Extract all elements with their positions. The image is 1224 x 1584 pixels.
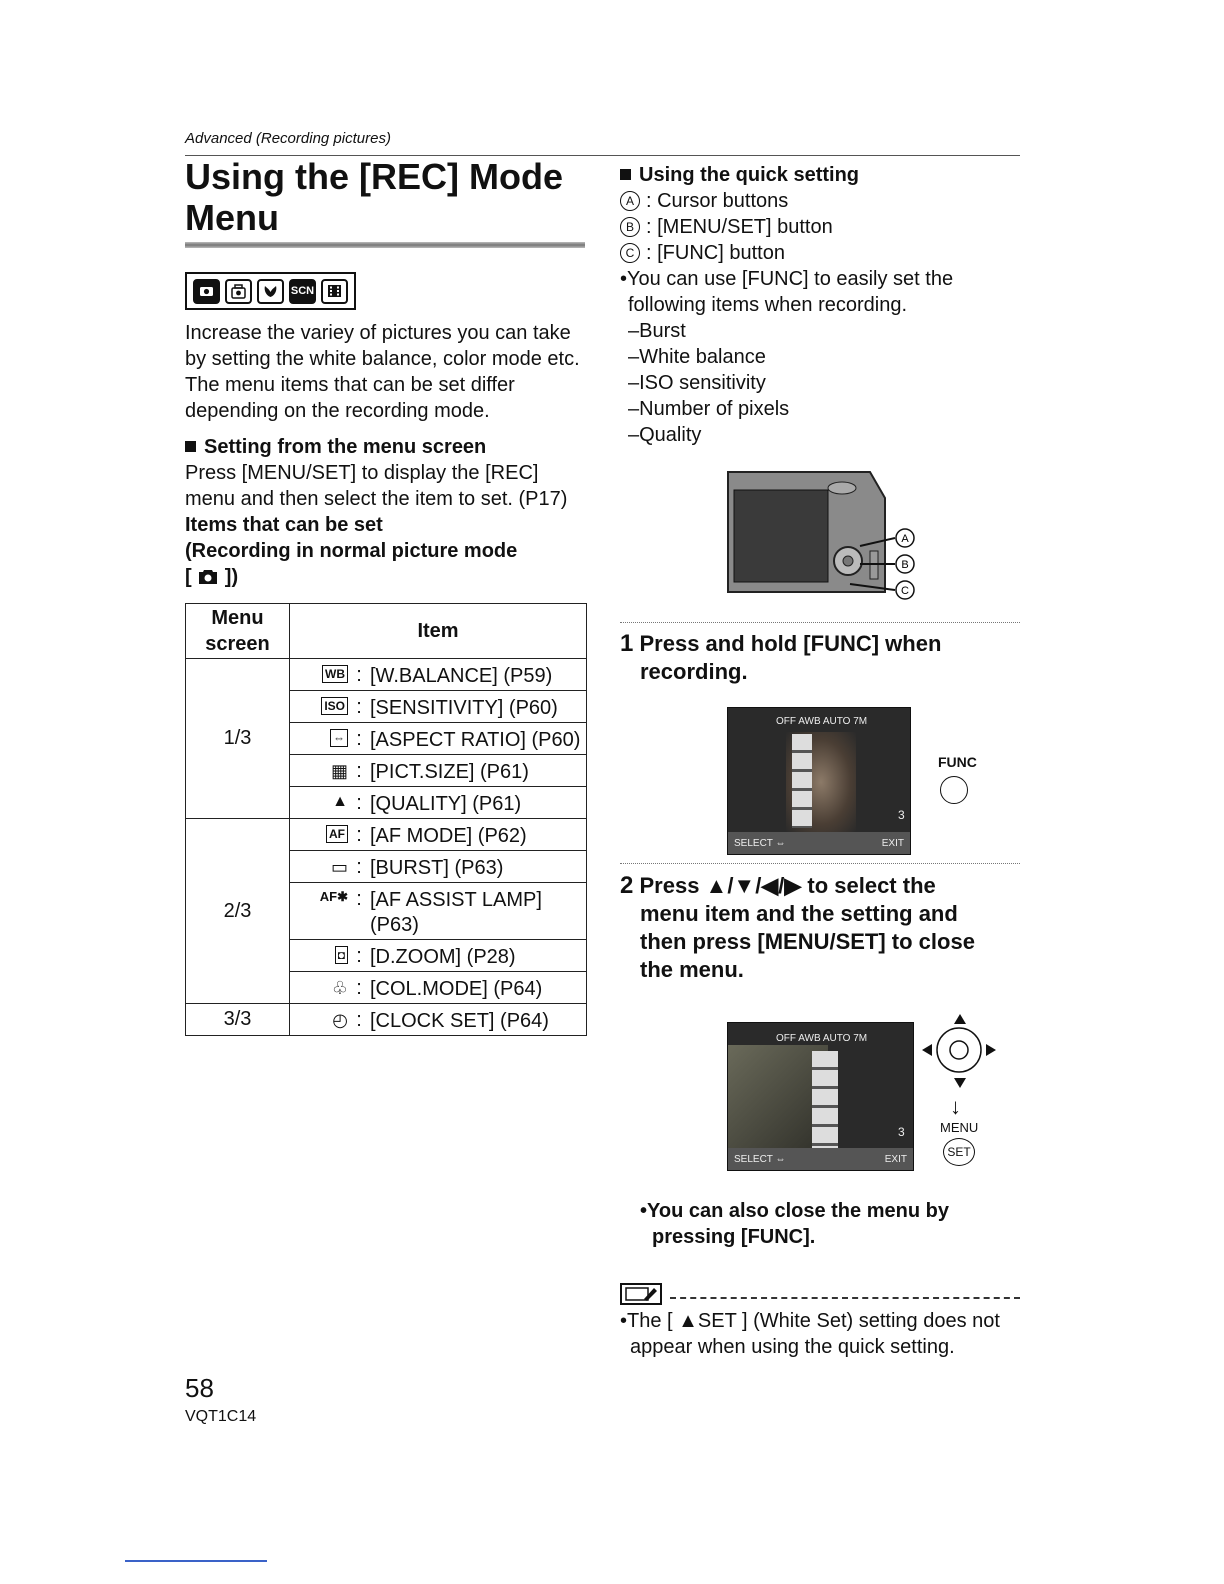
label-c-text: C [901, 585, 909, 597]
table-row: ▦ : [PICT.SIZE] (P61) [290, 755, 587, 787]
square-bullet-icon [185, 441, 196, 452]
label-c-icon: C [620, 243, 640, 263]
macro-mode-icon [257, 279, 284, 304]
af-assist-lamp-icon: AF✱ [319, 888, 348, 904]
page-title [185, 156, 585, 238]
white-balance-icon: WB [322, 665, 348, 683]
intro-paragraph: Increase the variey of pictures you can take by setting the white balance, color mode etc. The menu items that can be set differ depending on the recording mode. [185, 322, 580, 422]
square-bullet-icon [620, 169, 631, 180]
note-divider [670, 1297, 1020, 1299]
screen-3-3: 3/3 [186, 1004, 290, 1036]
lcd-top-bar: OFF AWB AUTO 7M [776, 1032, 868, 1044]
quick-setting-heading: Using the quick setting [620, 162, 859, 188]
step-1: 1 Press and hold [FUNC] when recording. [620, 630, 942, 684]
table-row: ◴ : [CLOCK SET] (P64) [290, 1004, 587, 1036]
divider [620, 863, 1020, 864]
footer-rule [125, 1560, 267, 1562]
title-underline [185, 242, 585, 248]
iso-icon: ISO [321, 697, 348, 715]
title-line-1: Using the [REC] Mode [185, 156, 563, 197]
lcd-count: 3 [898, 1125, 905, 1139]
step-2: 2 Press ▲/▼/◀/▶ to select the menu item and the setting and then press [MENU/SET] to close the menu. [620, 872, 975, 982]
picture-size-icon: ▦ [330, 760, 348, 781]
motion-picture-mode-icon [321, 279, 348, 304]
label-a-icon: A [620, 191, 640, 211]
lcd-top-bar: OFF AWB AUTO 7M [776, 715, 868, 727]
set-button-icon: SET [943, 1138, 975, 1166]
lcd-screen-2 [727, 1022, 914, 1171]
screen-2-3: 2/3 [186, 819, 290, 1004]
scene-mode-icon: SCN [289, 279, 316, 304]
menu-setting-body: Press [MENU/SET] to display the [REC] menu and then select the item to set. (P17) [185, 462, 568, 510]
quality-icon: ▲ [332, 792, 348, 810]
color-mode-icon: ♧ [331, 977, 348, 998]
table-row: ▭ : [BURST] (P63) [290, 851, 587, 883]
table-row: AF✱ : [AF ASSIST LAMP] (P63) [290, 883, 587, 940]
close-note: •You can also close the menu by pressing [FUNC]. [640, 1200, 949, 1248]
lcd-count: 3 [898, 808, 905, 822]
digital-zoom-icon: ◘ [335, 946, 348, 964]
normal-picture-mode-icon [193, 279, 220, 304]
breadcrumb: Advanced (Recording pictures) [185, 130, 391, 147]
func-button-icon [940, 776, 968, 804]
func-label: FUNC [938, 754, 977, 770]
doc-code: VQT1C14 [185, 1408, 257, 1425]
title-line-2: Menu [185, 197, 279, 238]
lcd-bottom-bar: SELECT ⇔ EXIT [728, 1148, 913, 1170]
page-number: 58 [185, 1373, 214, 1403]
camera-back-illustration [720, 466, 909, 603]
arrow-down-icon: ↓ [950, 1094, 961, 1119]
label-b-icon: B [620, 217, 640, 237]
simple-mode-icon [225, 279, 252, 304]
menu-label: MENU [940, 1120, 979, 1135]
menu-items-table [185, 603, 587, 1036]
note-icon [620, 1283, 662, 1305]
lcd-bottom-bar: SELECT ⇔ EXIT [728, 832, 910, 854]
table-row: ⇔ : [ASPECT RATIO] (P60) [290, 723, 587, 755]
note-text: •The [ ▲SET ] (White Set) setting does not appear when using the quick setting. [620, 1310, 1000, 1358]
table-row: ◘ : [D.ZOOM] (P28) [290, 940, 587, 972]
af-mode-icon: AF [326, 825, 348, 843]
table-row: AF : [AF MODE] (P62) [290, 819, 587, 851]
mode-icons-strip [185, 272, 356, 310]
aspect-ratio-icon: ⇔ [330, 729, 348, 747]
table-row: WB : [W.BALANCE] (P59) [290, 659, 587, 691]
table-header-menu-screen: Menu screen [186, 604, 290, 659]
table-row: ▲ : [QUALITY] (P61) [290, 787, 587, 819]
quick-setting-list: A : Cursor buttons B : [MENU/SET] button C : [FUNC] button •You can use [FUNC] to easily set the following items when recording. –Burst –White balance –ISO sensitivity –Number of pixels –Quality [620, 190, 954, 446]
menu-setting-heading: Setting from the menu screen [185, 434, 486, 460]
screen-1-3: 1/3 [186, 659, 290, 819]
table-row: ISO : [SENSITIVITY] (P60) [290, 691, 587, 723]
cursor-buttons-icon [920, 1012, 1000, 1097]
table-header-item: Item [290, 604, 587, 659]
label-a-text: A [901, 533, 909, 545]
camera-icon [197, 568, 219, 585]
lcd-screen-1 [727, 707, 911, 855]
burst-icon: ▭ [330, 856, 348, 877]
items-label: Items that can be set (Recording in normal picture mode [ ]) [185, 514, 518, 588]
table-row: ♧ : [COL.MODE] (P64) [290, 972, 587, 1004]
label-b-text: B [901, 559, 909, 571]
clock-icon: ◴ [332, 1009, 348, 1030]
divider [620, 622, 1020, 623]
